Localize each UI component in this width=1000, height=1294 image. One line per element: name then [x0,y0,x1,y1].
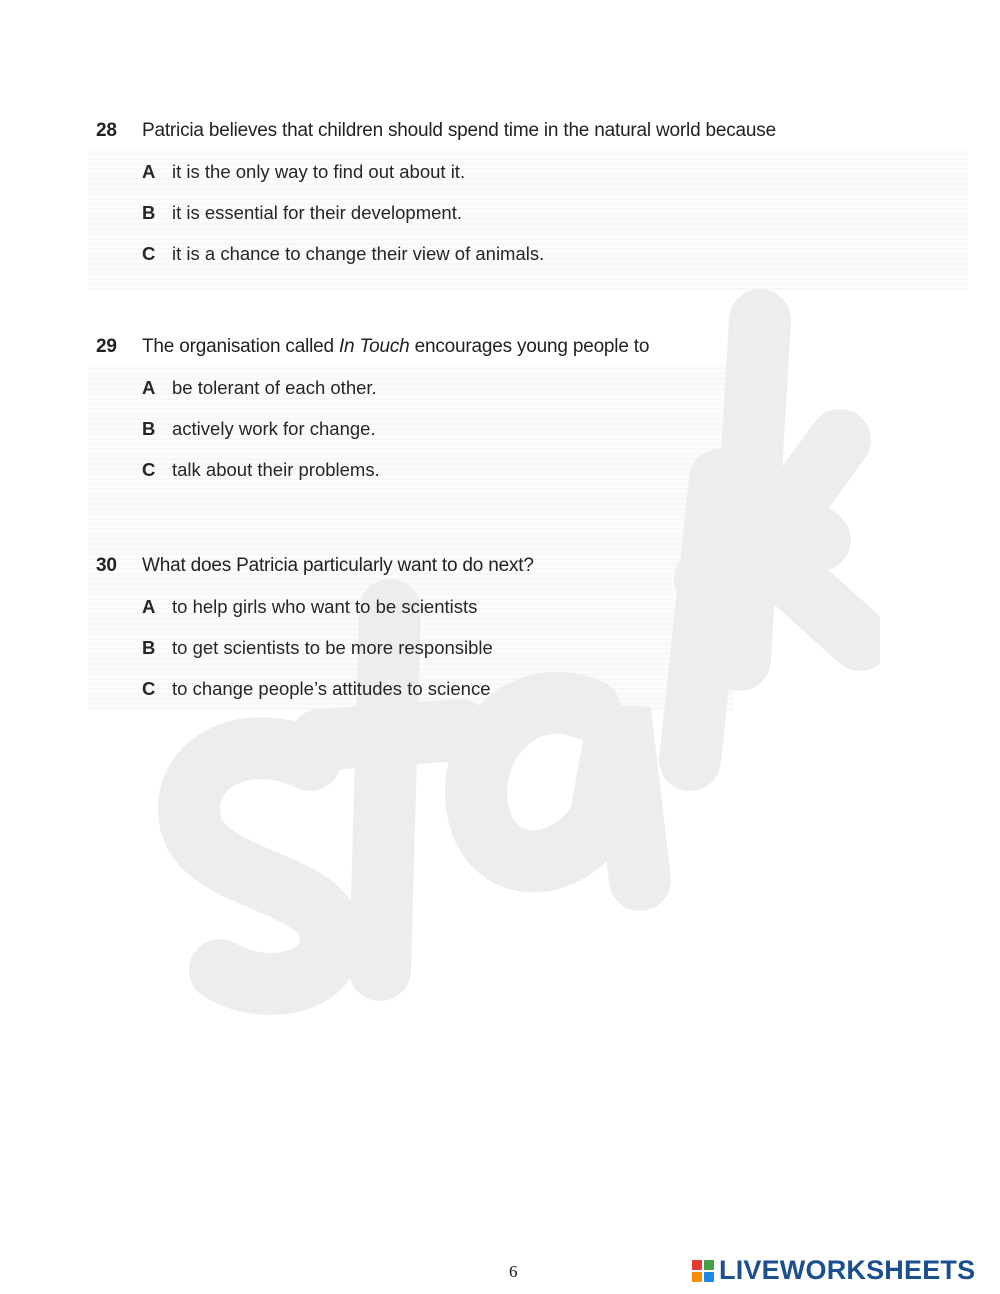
question-number: 29 [96,336,117,357]
option-b[interactable] [142,202,776,243]
option-text: to change people’s attitudes to science [172,678,491,699]
option-letter: B [142,418,156,439]
logo-text: LIVEWORKSHEETS [719,1255,976,1285]
question-text: What does Patricia particularly want to do next? [142,555,534,576]
option-list [96,377,649,500]
option-c[interactable] [142,678,534,719]
logo-tiles-icon [692,1260,714,1282]
option-a[interactable] [142,377,649,418]
option-b[interactable] [142,418,649,459]
question-stem [96,555,534,577]
option-text: it is a chance to change their view of animals. [172,243,545,264]
question-stem [96,336,649,358]
question-number: 30 [96,555,117,576]
option-text: be tolerant of each other. [172,377,377,398]
option-letter: A [142,377,156,398]
question-number: 28 [96,120,117,141]
option-letter: A [142,596,156,617]
option-c[interactable] [142,243,776,284]
option-text: it is essential for their development. [172,202,462,223]
option-b[interactable] [142,637,534,678]
option-text: talk about their problems. [172,459,380,480]
question-30 [96,555,534,719]
question-stem [96,120,776,142]
question-28 [96,120,776,284]
option-text: actively work for change. [172,418,376,439]
question-29 [96,336,649,500]
option-text: to help girls who want to be scientists [172,596,478,617]
option-letter: B [142,637,156,658]
option-c[interactable] [142,459,649,500]
option-a[interactable] [142,596,534,637]
option-list [96,161,776,284]
option-letter: A [142,161,156,182]
option-a[interactable] [142,161,776,202]
option-letter: B [142,202,156,223]
question-text: Patricia believes that children should spend time in the natural world because [142,120,776,141]
option-letter: C [142,459,156,480]
option-text: to get scientists to be more responsible [172,637,493,658]
option-letter: C [142,243,156,264]
organisation-name: In Touch [338,336,410,357]
question-text: The organisation called In Touch encourages young people to [142,336,650,357]
option-list [96,596,534,719]
option-letter: C [142,678,156,699]
page-number: 6 [509,1262,518,1281]
liveworksheets-logo[interactable] [692,1255,975,1286]
option-text: it is the only way to find out about it. [172,161,466,182]
